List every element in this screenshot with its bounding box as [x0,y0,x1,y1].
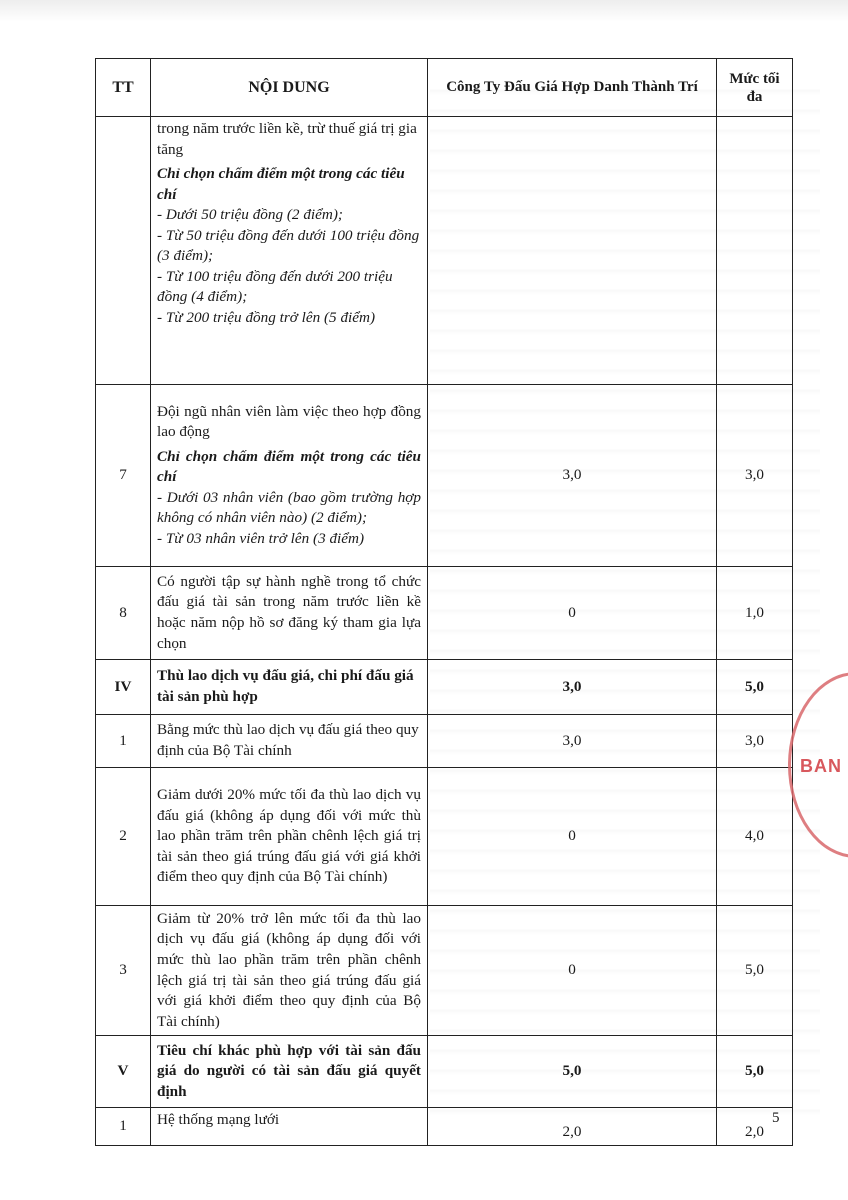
row-content: Thù lao dịch vụ đấu giá, chi phí đấu giá tài sản phù hợp [151,660,428,715]
table-row-section [96,1036,793,1108]
row-tt: 8 [96,567,151,660]
evaluation-table [95,58,793,1146]
scan-edge-shadow [0,0,848,22]
row-text: Đội ngũ nhân viên làm việc theo hợp đồng lao động [157,402,421,441]
row-score [428,117,717,385]
row-instruction: Chỉ chọn chấm điểm một trong các tiêu chí [157,165,405,203]
row-content: Bằng mức thù lao dịch vụ đấu giá theo quy định của Bộ Tài chính [151,715,428,768]
row-content [151,117,428,385]
row-option: - Từ 100 triệu đồng đến dưới 200 triệu đồng (4 điểm); [157,267,393,306]
row-option: - Từ 200 triệu đồng trở lên (5 điểm) [157,308,376,326]
table-row [96,385,793,567]
row-score: 0 [428,906,717,1036]
row-score: 2,0 [428,1108,717,1146]
row-max: 1,0 [717,567,793,660]
row-content: Có người tập sự hành nghề trong tổ chức đấu giá tài sản trong năm trước liền kề hoặc năm nộp hồ sơ đăng ký tham gia lựa chọn [151,567,428,660]
row-max: 3,0 [717,715,793,768]
table-row [96,1108,793,1146]
header-max: Mức tối đa [717,59,793,117]
row-content: Giảm dưới 20% mức tối đa thù lao dịch vụ đấu giá (không áp dụng đối với mức thù lao phần trăm trên phần chênh lệch giá trị tài sản theo giá trúng đấu giá với giá khởi điểm theo quy định của Bộ Tài chính) [151,768,428,906]
row-option: - Dưới 03 nhân viên (bao gồm trường hợp không có nhân viên nào) (2 điểm); [157,488,421,527]
table-row [96,768,793,906]
row-content [151,385,428,567]
row-score: 3,0 [428,715,717,768]
row-tt: IV [96,660,151,715]
row-score: 5,0 [428,1036,717,1108]
page-number: 5 [772,1110,780,1126]
header-content: NỘI DUNG [151,59,428,117]
row-tt: 1 [96,715,151,768]
row-tt: 7 [96,385,151,567]
seal-stamp-text: BAN [800,756,842,776]
row-tt: V [96,1036,151,1108]
table-row-section [96,660,793,715]
header-tt: TT [96,59,151,117]
row-score: 0 [428,768,717,906]
row-content: Hệ thống mạng lưới [151,1108,428,1146]
table-row [96,715,793,768]
row-content: Giảm từ 20% trở lên mức tối đa thù lao dịch vụ đấu giá (không áp dụng đối với mức thù lao phần trăm trên phần chênh lệch giá trị tài sản theo giá trúng đấu giá với giá khởi điểm theo quy định của Bộ Tài chính) [151,906,428,1036]
row-max: 2,0 [717,1108,793,1146]
row-score: 3,0 [428,385,717,567]
row-content: Tiêu chí khác phù hợp với tài sản đấu giá do người có tài sản đấu giá quyết định [151,1036,428,1108]
row-instruction: Chỉ chọn chấm điểm một trong các tiêu chí [157,447,421,486]
row-max: 4,0 [717,768,793,906]
table-row [96,117,793,385]
row-tt: 1 [96,1108,151,1146]
table-row [96,906,793,1036]
row-score: 3,0 [428,660,717,715]
row-tt: 2 [96,768,151,906]
row-score: 0 [428,567,717,660]
row-option: - Từ 03 nhân viên trở lên (3 điểm) [157,529,365,547]
row-text: trong năm trước liền kề, trừ thuế giá trị gia tăng [157,120,417,158]
row-tt [96,117,151,385]
table-header-row [96,59,793,117]
header-company: Công Ty Đấu Giá Hợp Danh Thành Trí [428,59,717,117]
row-max: 5,0 [717,660,793,715]
row-max: 5,0 [717,1036,793,1108]
row-option: - Từ 50 triệu đồng đến dưới 100 triệu đồng (3 điểm); [157,226,420,265]
row-max: 5,0 [717,906,793,1036]
table-row [96,567,793,660]
row-max: 3,0 [717,385,793,567]
row-tt: 3 [96,906,151,1036]
row-option: - Dưới 50 triệu đồng (2 điểm); [157,206,343,224]
row-max [717,117,793,385]
